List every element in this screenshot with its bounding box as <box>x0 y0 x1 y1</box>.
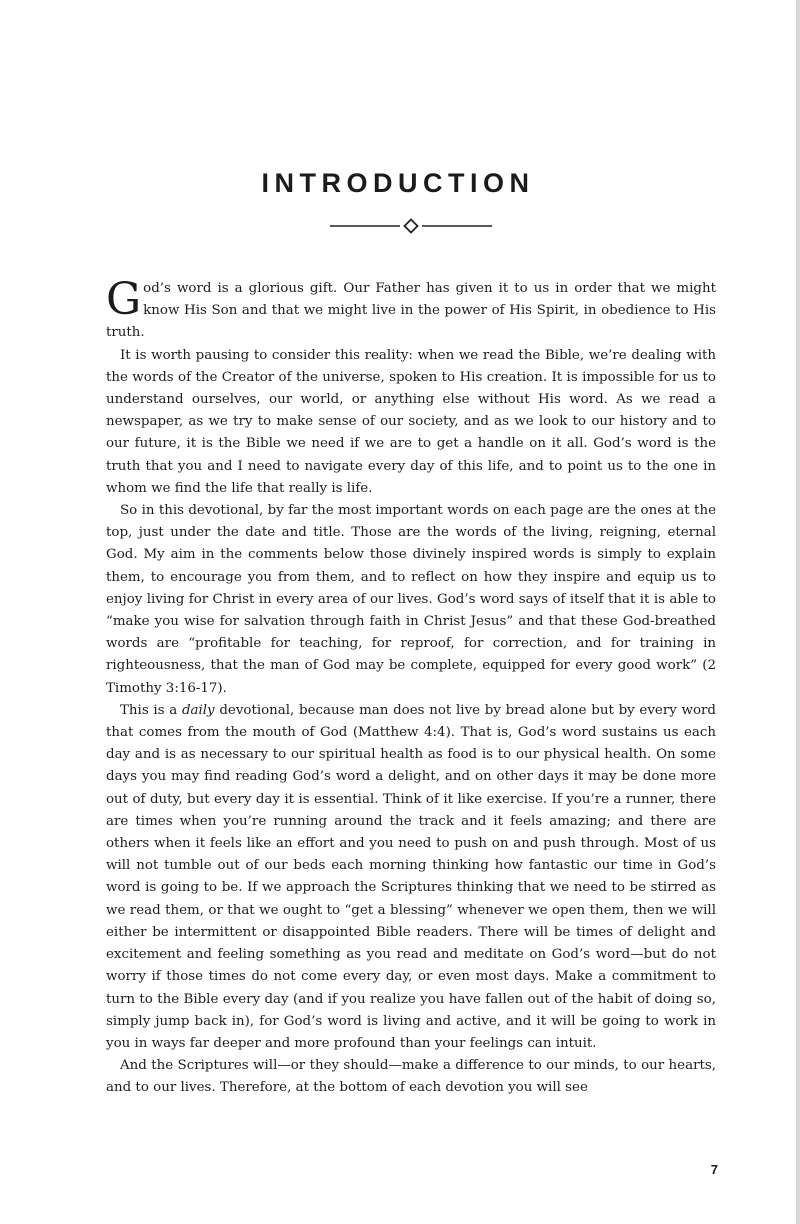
paragraph-3: So in this devotional, by far the most important words on each page are the ones at the top, just under the date and title. Those are the words of the living, reigning, eternal God. My aim in the comments below those divinely inspired words is simply to explain them, to encourage you from them, and to reflect on how they inspire and equip us to enjoy living for Christ in every area of our lives. God’s word says of itself that it is able to “make you wise for salvation through faith in Christ Jesus” and that these God-breathed words are “profitable for teaching, for reproof, for correction, and for training in righteousness, that the man of God may be complete, equipped for every good work” (2 Timothy 3:16-17). <box>106 503 716 696</box>
emphasis-daily: daily <box>181 702 215 718</box>
drop-cap: G <box>106 274 142 325</box>
paragraph-1 <box>106 274 716 345</box>
paragraph-1-text: od’s word is a glorious gift. Our Father has given it to us in order that we might know His Son and that we might live in the power of His Spirit, in obedience to His truth. <box>106 281 716 341</box>
paragraph-5: And the Scriptures will—or they should—make a difference to our minds, to our hearts, and to our lives. Therefore, at the bottom of each devotion you will see <box>106 1058 716 1096</box>
page-number: 7 <box>710 1162 718 1177</box>
paragraph-4-rest: devotional, because man does not live by bread alone but by every word that comes from the mouth of God (Matthew 4:4). That is, God’s word sustains us each day and is as necessary to our spiritual health as food is to our physical health. On some days you may find reading God’s word a delight, and on other days it may be done more out of duty, but every day it is essential. Think of it like exercise. If you’re a runner, there are times when you’re running around the track and it feels amazing; and there are others when it feels like an effort and you need to push on and push through. Most of us will not tumble out of our beds each morning thinking how fantastic our time in God’s word is going to be. If we approach the Scriptures thinking that we need to be stirred as we read them, or that we ought to “get a blessing” whenever we open them, then we will either be intermittent or disappointed Bible readers. There will be times of delight and excitement and feeling something as you read and meditate on God’s word—but do not worry if those times do not come every day, or even most days. Make a commitment to turn to the Bible every day (and if you realize you have fallen out of the habit of doing so, simply jump back in), for God’s word is living and active, and it will be going to work in you in ways far deeper and more profound than your feelings can intuit. <box>106 702 716 1051</box>
introduction-body <box>106 274 716 1100</box>
paragraph-4 <box>106 700 716 1055</box>
diamond-divider-icon <box>330 216 492 236</box>
page-title: INTRODUCTION <box>261 168 535 198</box>
paragraph-2: It is worth pausing to consider this reality: when we read the Bible, we’re dealing with the words of the Creator of the universe, spoken to His creation. It is impossible for us to understand ourselves, our world, or anything else without His word. As we read a newspaper, as we try to make sense of our society, and as we look to our history and to our future, it is the Bible we need if we are to get a handle on it all. God’s word is the truth that you and I need to navigate every day of this life, and to point us to the one in whom we find the life that really is life. <box>106 347 716 496</box>
paragraph-4-lead: This is a <box>120 702 182 718</box>
